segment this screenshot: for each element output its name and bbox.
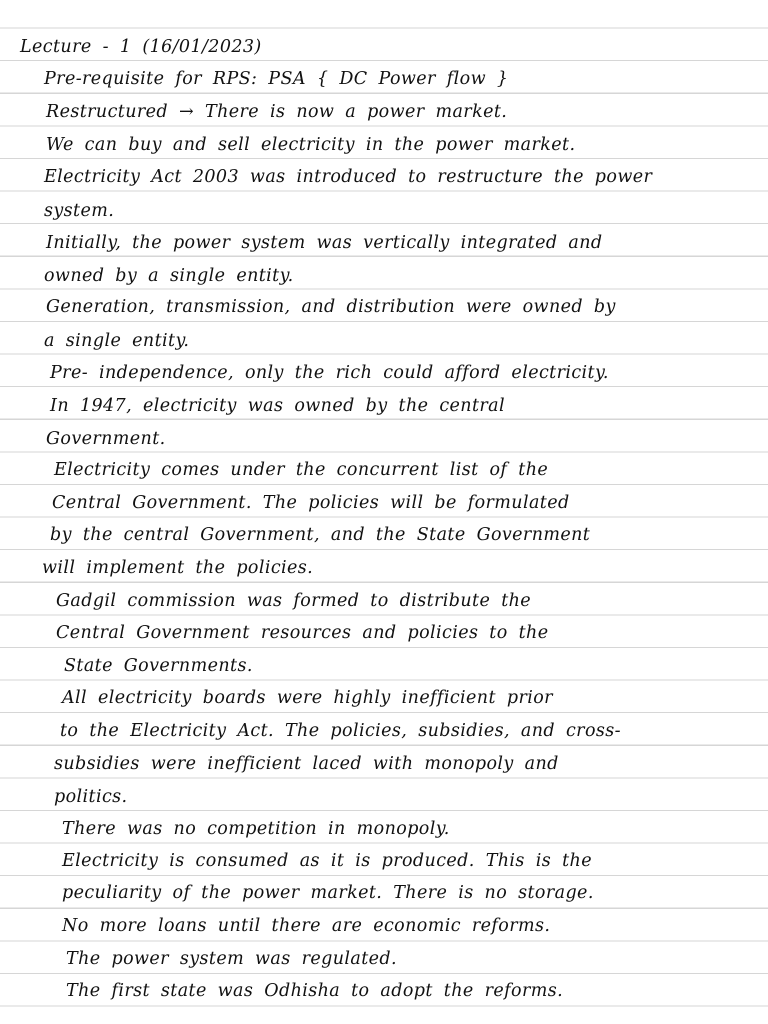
note-line: Electricity is consumed as it is produced. This is the <box>62 851 592 871</box>
note-line: to the Electricity Act. The policies, subsidies, and cross- <box>60 721 621 741</box>
note-line: Gadgil commission was formed to distribute the <box>56 591 532 611</box>
note-line: Electricity comes under the concurrent list of the <box>54 460 549 480</box>
note-line: Restructured → There is now a power market. <box>46 102 508 122</box>
note-line: The first state was Odhisha to adopt the reforms. <box>66 981 564 1001</box>
note-line: No more loans until there are economic reforms. <box>62 916 551 936</box>
note-line: Pre- independence, only the rich could afford electricity. <box>50 363 609 383</box>
note-line: Central Government resources and policies to the <box>56 623 549 643</box>
note-line: subsidies were inefficient laced with monopoly and <box>54 754 559 774</box>
note-line-title: Lecture - 1 (16/01/2023) <box>20 37 262 57</box>
note-line: by the central Government, and the State Government <box>50 525 591 545</box>
note-line-prerequisite: Pre-requisite for RPS: PSA { DC Power flow } <box>44 69 509 89</box>
note-line: In 1947, electricity was owned by the central <box>50 396 505 416</box>
note-line: Electricity Act 2003 was introduced to restructure the power <box>44 167 653 187</box>
note-line: Government. <box>46 429 166 449</box>
note-line: Generation, transmission, and distribution were owned by <box>46 297 616 317</box>
note-line: a single entity. <box>44 331 190 351</box>
note-line: Initially, the power system was vertically integrated and <box>46 233 603 253</box>
note-line: Central Government. The policies will be formulated <box>52 493 570 513</box>
note-line: State Governments. <box>64 656 253 676</box>
note-line: politics. <box>54 787 128 807</box>
note-line: The power system was regulated. <box>66 949 397 969</box>
note-line: There was no competition in monopoly. <box>62 819 450 839</box>
note-line: We can buy and sell electricity in the power market. <box>46 135 576 155</box>
note-line: owned by a single entity. <box>44 266 294 286</box>
note-line: system. <box>44 201 115 221</box>
note-line: will implement the policies. <box>42 558 314 578</box>
note-line: peculiarity of the power market. There is no storage. <box>62 883 594 903</box>
note-line: All electricity boards were highly inefficient prior <box>62 688 553 708</box>
